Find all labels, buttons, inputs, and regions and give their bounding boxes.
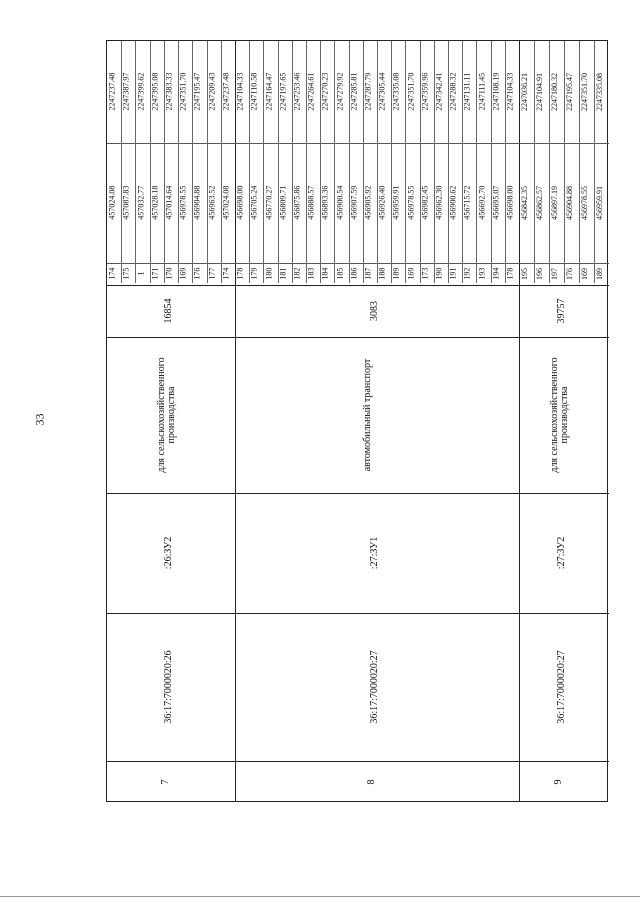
point-id: 175 [121, 267, 131, 280]
permitted-use-line: автомобильный транспорт [362, 358, 373, 472]
point-id: 187 [363, 267, 373, 280]
permitted-use-line: производства [559, 386, 570, 444]
point-x-coord: 456959.91 [391, 185, 401, 220]
point-y-coord: 2247209.43 [207, 72, 217, 111]
point-id: 189 [391, 267, 401, 280]
point-id: 196 [534, 268, 544, 280]
point-x-coord: 456893.36 [320, 185, 330, 220]
point-y-coord: 2247104.33 [235, 72, 245, 111]
point-y-coord: 2247237.48 [107, 72, 117, 111]
point-y-coord: 2247305.44 [377, 72, 387, 111]
row-number-9: 9 [553, 779, 564, 785]
point-y-coord: 2247399.62 [135, 72, 145, 111]
point-id: 169 [178, 267, 188, 280]
cadastral-number: 36:17:7000020:26 [163, 650, 174, 724]
point-y-coord: 2247351.70 [579, 73, 589, 111]
point-id: 192 [462, 267, 472, 280]
point-y-coord: 2247359.96 [420, 72, 430, 111]
point-id: 181 [278, 267, 288, 280]
point-id: 180 [263, 267, 273, 280]
point-id: 176 [564, 268, 574, 280]
point-x-coord: 456962.30 [434, 185, 444, 220]
point-id: 178 [235, 267, 245, 280]
point-x-coord: 456770.27 [263, 185, 273, 220]
point-id: 182 [292, 267, 302, 280]
point-y-coord: 2247110.58 [249, 73, 259, 111]
permitted-use [157, 337, 185, 493]
point-y-coord: 2247395.08 [150, 72, 160, 111]
point-y-coord: 2247288.32 [448, 72, 458, 111]
point-y-coord: 2247335.08 [391, 72, 401, 111]
point-x-coord: 456904.88 [192, 185, 202, 220]
point-x-coord: 456715.72 [462, 185, 472, 220]
point-y-coord: 2247180.32 [549, 73, 559, 111]
point-y-coord: 2247104.33 [505, 72, 515, 111]
point-x-coord: 456978.55 [405, 185, 415, 220]
plot-part-label: :26:ЗУ2 [163, 536, 174, 570]
point-id: 174 [221, 267, 231, 280]
point-id: 171 [150, 267, 160, 280]
point-x-coord: 456698.00 [235, 185, 245, 220]
row-number-8: 8 [366, 779, 377, 785]
point-id: 173 [420, 267, 430, 280]
permitted-use-line: производства [166, 386, 177, 444]
plot-area: 39757 [556, 298, 567, 324]
cadastral-number: 36:17:7000020:27 [556, 650, 567, 724]
point-x-coord: 456900.62 [448, 185, 458, 220]
point-id: 179 [249, 267, 259, 280]
point-id: 194 [491, 267, 501, 280]
point-x-coord: 456907.59 [349, 185, 359, 220]
point-x-coord: 456963.52 [207, 185, 217, 220]
point-x-coord: 457028.18 [150, 185, 160, 220]
point-id: 169 [405, 267, 415, 280]
scan-edge-line [0, 896, 640, 897]
point-id: 184 [320, 267, 330, 280]
point-x-coord: 456926.40 [377, 185, 387, 220]
point-id: 183 [306, 267, 316, 280]
permitted-use [550, 337, 578, 493]
point-id: 189 [594, 268, 604, 280]
point-id: 188 [377, 267, 387, 280]
point-y-coord: 2247104.91 [534, 73, 544, 111]
point-y-coord: 2247342.41 [434, 72, 444, 111]
point-x-coord: 456705.24 [249, 185, 259, 220]
point-id: 169 [579, 268, 589, 280]
point-y-coord: 2247387.97 [121, 72, 131, 111]
point-id: 1 [135, 271, 145, 276]
point-y-coord: 2247131.11 [462, 73, 472, 111]
point-id: 195 [519, 268, 529, 280]
point-x-coord: 457032.77 [135, 185, 145, 220]
point-y-coord: 2247237.48 [221, 72, 231, 111]
point-y-coord: 2247351.70 [405, 72, 415, 111]
point-id: 176 [192, 267, 202, 280]
point-x-coord: 456978.55 [579, 186, 589, 220]
point-x-coord: 456904.88 [564, 186, 574, 220]
point-y-coord: 2247253.46 [292, 72, 302, 111]
point-x-coord: 457024.08 [107, 185, 117, 220]
point-y-coord: 2247197.65 [278, 72, 288, 111]
point-y-coord: 2247036.21 [519, 73, 529, 111]
plot-area: 3083 [369, 301, 380, 321]
point-id: 193 [476, 267, 486, 280]
point-id: 191 [448, 267, 458, 280]
point-y-coord: 2247164.47 [263, 72, 273, 111]
point-id: 174 [107, 267, 117, 280]
point-id: 170 [164, 267, 174, 280]
band-separator [107, 761, 609, 762]
point-y-coord: 2247285.81 [349, 72, 359, 111]
point-x-coord: 456692.70 [476, 185, 486, 220]
plot-part-label: :27:ЗУ2 [556, 536, 567, 570]
band-separator [107, 613, 609, 614]
band-separator [107, 285, 609, 286]
point-y-coord: 2247335.08 [594, 73, 604, 111]
point-x-coord: 456698.00 [505, 185, 515, 220]
point-y-coord: 2247195.47 [564, 73, 574, 111]
point-x-coord: 457024.08 [221, 185, 231, 220]
point-x-coord: 456959.91 [594, 186, 604, 220]
point-id: 197 [549, 268, 559, 280]
band-separator [107, 493, 609, 494]
point-y-coord: 2247195.47 [192, 72, 202, 111]
land-plot-table [106, 40, 608, 802]
plot-area: 16854 [163, 298, 174, 324]
point-x-coord: 456978.55 [178, 185, 188, 220]
point-x-coord: 456905.92 [363, 185, 373, 220]
point-x-coord: 456900.54 [334, 185, 344, 220]
point-y-coord: 2247351.70 [178, 72, 188, 111]
point-x-coord: 456897.19 [549, 186, 559, 220]
permitted-use-line: для сельскохозяйственного [549, 357, 560, 473]
point-id: 190 [434, 267, 444, 280]
point-id: 177 [207, 267, 217, 280]
point-y-coord: 2247383.33 [164, 72, 174, 111]
point-y-coord: 2247270.23 [320, 72, 330, 111]
row-number-7: 7 [160, 779, 171, 785]
point-x-coord: 456695.07 [491, 185, 501, 220]
point-x-coord: 456888.57 [306, 185, 316, 220]
point-x-coord: 457087.83 [121, 185, 131, 220]
point-x-coord: 457014.64 [164, 185, 174, 220]
point-x-coord: 456842.35 [519, 186, 529, 220]
point-y-coord: 2247108.19 [491, 72, 501, 111]
permitted-use-line: для сельскохозяйственного [156, 357, 167, 473]
permitted-use [363, 337, 391, 493]
point-y-coord: 2247279.92 [334, 72, 344, 111]
point-id: 185 [334, 267, 344, 280]
point-id: 178 [505, 267, 515, 280]
point-x-coord: 456982.45 [420, 185, 430, 220]
point-y-coord: 2247111.45 [476, 73, 486, 111]
point-id: 186 [349, 267, 359, 280]
point-x-coord: 456862.57 [534, 186, 544, 220]
point-x-coord: 456809.71 [278, 185, 288, 220]
plot-part-label: :27:ЗУ1 [369, 536, 380, 570]
point-x-coord: 456875.86 [292, 185, 302, 220]
page-number: 33 [32, 413, 47, 426]
cadastral-number: 36:17:7000020:27 [369, 650, 380, 724]
point-y-coord: 2247287.79 [363, 72, 373, 111]
point-y-coord: 2247264.61 [306, 72, 316, 111]
